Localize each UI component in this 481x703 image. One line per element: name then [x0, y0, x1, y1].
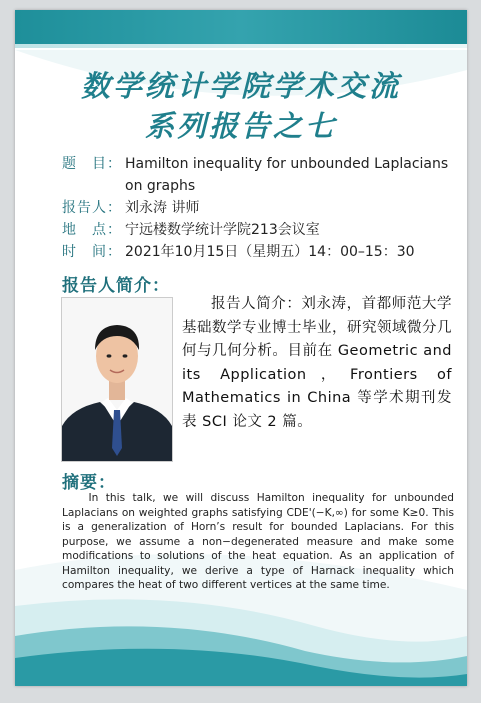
poster-title: [15, 66, 467, 146]
place-value: 宁远楼数学统计学院213会议室: [125, 222, 320, 238]
abstract-heading: 摘要：: [62, 473, 116, 493]
bio-heading: 报告人简介：: [62, 276, 170, 296]
speaker-label: 报告人：: [62, 200, 122, 216]
title-line-2: 系列报告之七: [144, 109, 337, 143]
speaker-row: [62, 197, 462, 219]
talk-info: [62, 153, 462, 263]
speaker-photo: [61, 297, 173, 462]
bottom-wave-decoration: [15, 566, 467, 686]
topic-label: 题 目：: [62, 156, 122, 172]
bio-text: 报告人简介：刘永涛，首都师范大学基础数学专业博士毕业，研究领域微分几何与几何分析。目前在 Geometric and its Application，Frontiers of Mathematics in China 等学术期刊发表 SCI 论文 2 篇。: [182, 296, 452, 430]
topic-row: [62, 153, 462, 197]
title-line-1: 数学统计学院学术交流: [80, 69, 401, 103]
place-label: 地 点：: [62, 222, 122, 238]
topic-value: Hamilton inequality for unbounded Laplacians on graphs: [125, 156, 449, 194]
time-label: 时 间：: [62, 244, 122, 260]
top-band: [15, 10, 467, 44]
time-value: 2021年10月15日（星期五）14：00–15：30: [125, 244, 415, 260]
place-row: [62, 219, 462, 241]
portrait-image: [62, 298, 172, 461]
abstract-text: In this talk, we will discuss Hamilton inequality for unbounded Laplacians on weighted graphs satisfying CDE'(−K,∞) for some K≥0. This is a generalization of Horn’s result for bounded Laplacians. For this purpose, we assume a non−degenerated measure and make some modifications to solutions of the heat equation. As an application of Hamilton inequality, we derive a type of Harnack inequality which compares the heat of two different vertices at the same time.: [62, 492, 454, 591]
time-row: [62, 241, 462, 263]
speaker-value: 刘永涛 讲师: [125, 200, 200, 216]
poster: [15, 10, 467, 686]
